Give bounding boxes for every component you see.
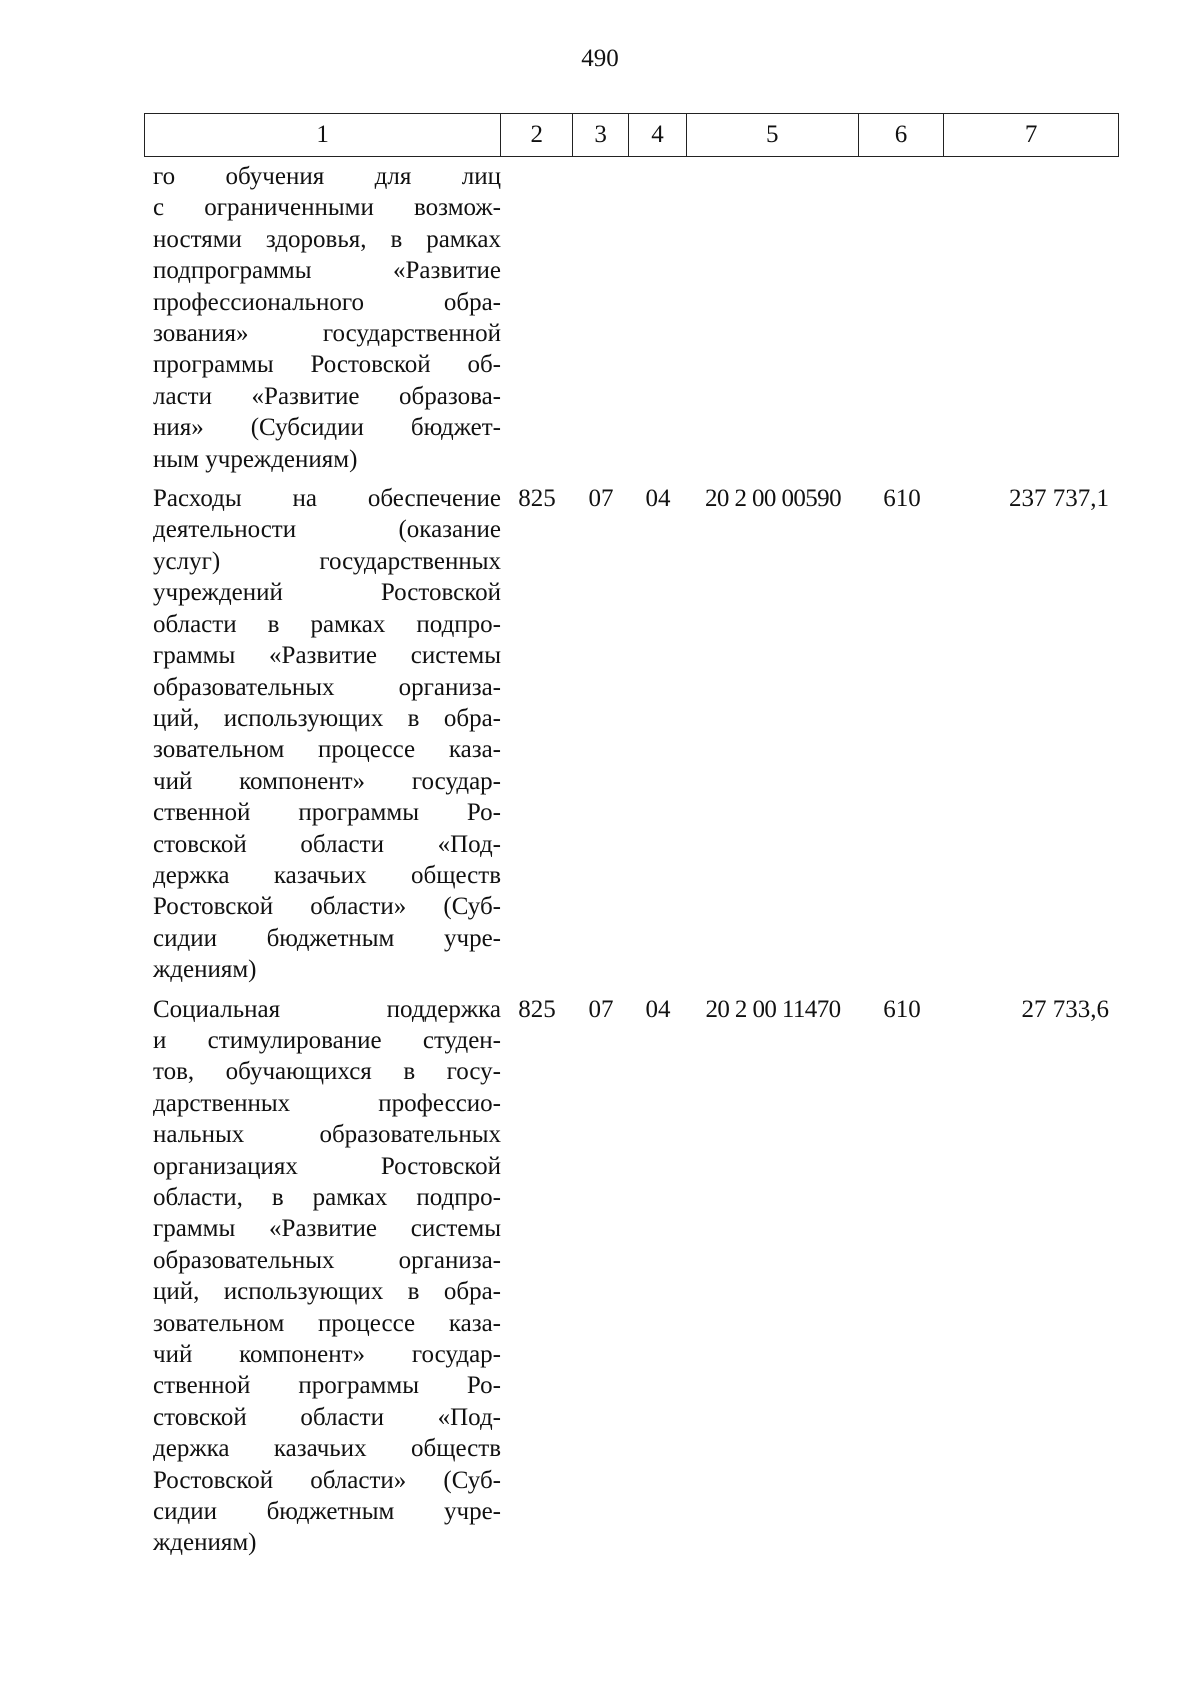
description-line: образовательных организа-: [153, 1246, 501, 1274]
cell-expense-type: 610: [883, 485, 921, 513]
description-line: и стимулирование студен-: [153, 1026, 501, 1054]
description-line: ностями здоровья, в рамках: [153, 225, 501, 253]
cell-target-article: 20 2 00 00590: [705, 485, 841, 513]
description-line: зовательном процессе каза-: [153, 736, 501, 764]
description-line: Социальная поддержка: [153, 995, 501, 1023]
table-row: [144, 483, 1119, 986]
cell-target-article: 20 2 00 11470: [705, 995, 841, 1023]
description-line: ния» (Субсидии бюджет-: [153, 414, 501, 442]
description-line: Ростовской области» (Суб-: [153, 893, 501, 921]
description-line: граммы «Развитие системы: [153, 1215, 501, 1243]
description-line: сидии бюджетным учре-: [153, 1498, 501, 1526]
description-line: подпрограммы «Развитие: [153, 257, 501, 285]
table-header-row: [144, 113, 1119, 157]
description-line: ждениям): [153, 1529, 257, 1557]
description-line: образовательных организа-: [153, 673, 501, 701]
description-line: области, в рамках подпро-: [153, 1184, 501, 1211]
description-line: организациях Ростовской: [153, 1152, 501, 1180]
cell-ministry-code: 825: [518, 995, 556, 1023]
description-line: ций, использующих в обра-: [153, 704, 501, 732]
cell-amount: 237 737,1: [1009, 485, 1109, 513]
description-line: учреждений Ростовской: [153, 579, 501, 607]
cell-subsection-code: 04: [645, 995, 671, 1023]
description-line: тов, обучающихся в госу-: [153, 1058, 501, 1086]
description-line: граммы «Развитие системы: [153, 642, 501, 670]
description-line: сидии бюджетным учре-: [153, 924, 501, 952]
row-description: [144, 483, 501, 986]
column-header-4: 4: [629, 114, 687, 156]
table-row: [144, 161, 1119, 475]
description-line: деятельности (оказание: [153, 516, 501, 544]
description-line: области в рамках подпро-: [153, 610, 501, 638]
description-line: чий компонент» государ-: [153, 1341, 501, 1369]
description-line: ным учреждениям): [153, 445, 358, 473]
column-header-1: 1: [145, 114, 501, 156]
cell-expense-type: 610: [883, 995, 921, 1023]
column-header-5: 5: [687, 114, 859, 156]
description-line: чий компонент» государ-: [153, 767, 501, 795]
description-line: ций, использующих в обра-: [153, 1278, 501, 1306]
description-line: держка казачьих обществ: [153, 1435, 501, 1463]
description-line: с ограниченными возмож-: [153, 194, 501, 222]
description-line: зовательном процессе каза-: [153, 1309, 501, 1337]
cell-amount: 27 733,6: [1021, 995, 1109, 1023]
description-line: профессионального обра-: [153, 288, 501, 316]
description-line: зования» государственной: [153, 320, 501, 348]
description-line: го обучения для лиц: [153, 163, 501, 190]
description-line: услуг) государственных: [153, 547, 501, 575]
row-description: [144, 994, 501, 1559]
description-line: держка казачьих обществ: [153, 861, 501, 889]
column-header-2: 2: [501, 114, 573, 156]
cell-section-code: 07: [588, 485, 614, 513]
description-line: нальных образовательных: [153, 1121, 501, 1149]
description-line: дарственных профессио-: [153, 1089, 501, 1117]
description-line: ственной программы Ро-: [153, 1372, 501, 1400]
description-line: стовской области «Под-: [153, 830, 501, 858]
description-line: ласти «Развитие образова-: [153, 382, 501, 410]
row-description: [144, 161, 501, 475]
cell-ministry-code: 825: [518, 485, 556, 513]
description-line: Ростовской области» (Суб-: [153, 1466, 501, 1494]
table-row: [144, 994, 1119, 1559]
page-number: 490: [581, 45, 619, 72]
cell-section-code: 07: [588, 995, 614, 1023]
column-header-6: 6: [859, 114, 945, 156]
cell-subsection-code: 04: [645, 485, 671, 513]
description-line: стовской области «Под-: [153, 1403, 501, 1431]
table-body: [144, 157, 1119, 1559]
description-line: Расходы на обеспечение: [153, 485, 501, 513]
description-line: ственной программы Ро-: [153, 799, 501, 827]
row-values: [501, 994, 1119, 1025]
description-line: программы Ростовской об-: [153, 351, 501, 379]
row-values: [501, 483, 1119, 514]
column-header-3: 3: [573, 114, 629, 156]
column-header-7: 7: [1024, 121, 1038, 148]
description-line: ждениям): [153, 956, 257, 984]
